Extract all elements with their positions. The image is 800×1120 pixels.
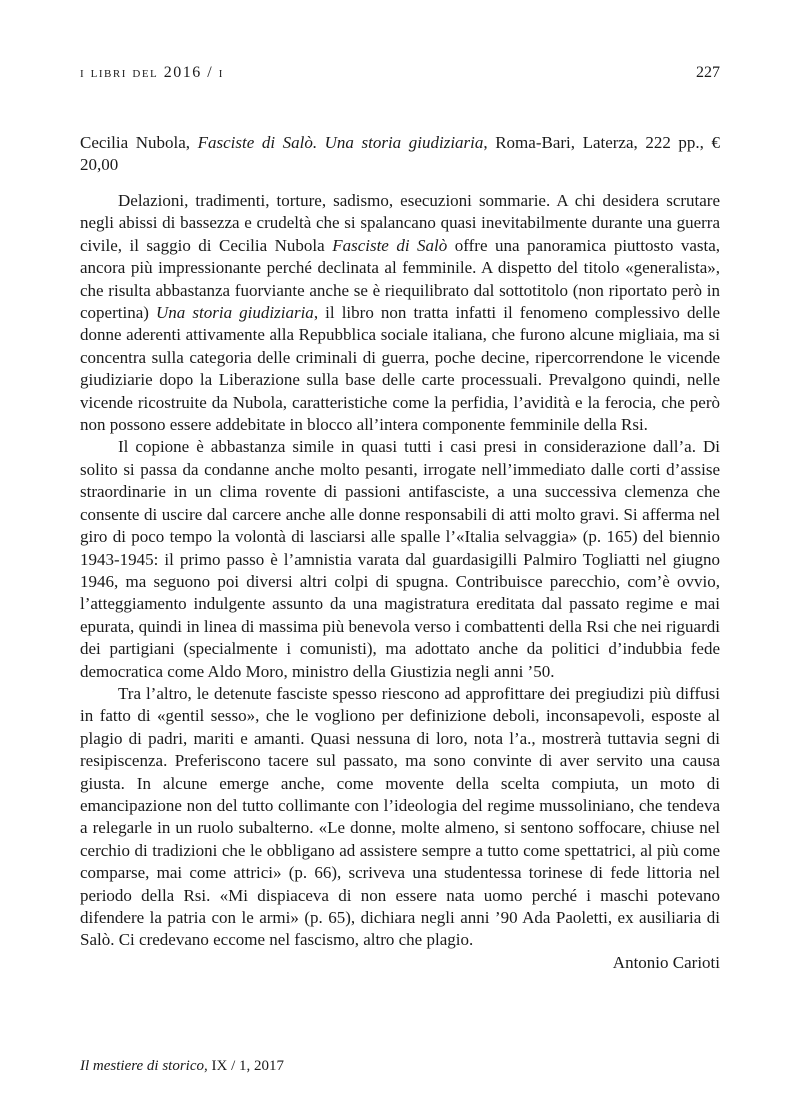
journal-issue: , IX / 1, 2017 xyxy=(204,1058,285,1074)
paragraph-1-italic-subtitle: Una storia giudiziaria xyxy=(156,303,314,323)
citation-publication: , Roma-Bari, Laterza, 222 pp., € 20,00 xyxy=(80,133,720,174)
paragraph-1-italic-title: Fasciste di Salò xyxy=(332,235,448,255)
journal-footer xyxy=(80,1058,284,1075)
review-signature: Antonio Carioti xyxy=(612,952,720,972)
paragraph-1 xyxy=(80,190,720,436)
paragraph-1-text-c: offre una panoramica piuttosto vasta, ancora più impressionante perché declinata al femminile. A dispetto del titolo «generalista», che risulta abbastanza fuorviante anche se è riequilibrato dal sottotitolo (non riportato però in copertina) xyxy=(80,235,720,323)
running-title: i libri del 2016 / i xyxy=(80,64,224,81)
citation-author: Cecilia Nubola, xyxy=(80,133,198,152)
paragraph-3: Tra l’altro, le detenute fasciste spesso riescono ad approfittare dei pregiudizi più diffusi in fatto di «gentil sesso», che le vogliono per definizione deboli, inconsapevoli, esposte al plagio di padri, mariti e amanti. Quasi nessuna di loro, nota l’a., mostrerà tuttavia segni di resipiscenza. Preferiscono tacere sul passato, ma sono convinte di aver servito una causa giusta. In alcune emerge anche, come movente della scelta compiuta, un moto di emancipazione non del tutto collimante con l’ideologia del regime mussoliniano, che tendeva a relegarle in un ruolo subalterno. «Le donne, molte almeno, si sentono soffocare, chiuse nel cerchio di tradizioni che le obbligano ad assistere sempre a tutto come spettatrici, al più come comparse, mai come attrici» (p. 66), scriveva una studentessa torinese di fede littoria nel periodo della Rsi. «Mi dispiaceva di non essere nata uomo perché i maschi potevano difendere la patria con le armi» (p. 65), dichiara negli anni ’90 Ada Paoletti, ex ausiliaria di Salò. Ci credevano eccome nel fascismo, altro che plagio. xyxy=(80,683,720,950)
citation-title: Fasciste di Salò. Una storia giudiziaria xyxy=(197,133,484,152)
paragraph-1-text-a: Delazioni, tradimenti, torture, sadismo, esecuzioni sommarie. A chi desidera scrutare negli abissi di bassezza e crudeltà che si spalancano quasi inevitabilmente durante una guerra civile, il saggio di Cecilia Nubola xyxy=(80,191,720,255)
paragraph-2: Il copione è abbastanza simile in quasi tutti i casi presi in considerazione dall’a. Di solito si passa da condanne anche molto pesanti, irrogate nell’immediato dalle corti d’assise straordinarie in un clima rovente di passioni antifasciste, a una successiva clemenza che consente di uscire dal carcere anche alle donne responsabili di atti molto gravi. Si afferma nel giro di poco tempo la volontà di lasciarsi alle spalle l’«Italia selvaggia» (p. 165) del biennio 1943-1945: il primo passo è l’amnistia varata dal guardasigilli Palmiro Togliatti nel giugno 1946, ma seguono poi diversi altri colpi di spugna. Contribuisce parecchio, com’è ovvio, l’atteggiamento indulgente assunto da una magistratura ereditata dal passato regime e mai epurata, quindi in linea di massima più benevola verso i combattenti della Rsi che nei riguardi dei partigiani (specialmente i comunisti), ma adottato anche da politici d’indubbia fede democratica come Aldo Moro, ministro della Giustizia negli anni ’50. xyxy=(80,437,720,681)
review-body xyxy=(80,190,720,974)
book-citation xyxy=(80,132,720,176)
page-number: 227 xyxy=(696,64,720,81)
running-head xyxy=(80,64,720,82)
journal-name: Il mestiere di storico xyxy=(80,1058,205,1074)
paragraph-1-text-e: , il libro non tratta infatti il fenomeno complessivo delle donne aderenti attivamente alla Repubblica sociale italiana, che furono alcune migliaia, ma si concentra sulla categoria delle criminali di guerra, poche decine, ripercorrendone le vicende giudiziarie dopo la Liberazione sulla base delle carte processuali. Prevalgono quindi, nelle vicende ricostruite da Nubola, caratteristiche come la perfidia, l’avidità e la ferocia, che però non possono essere addebitate in blocco all’intera componente femminile della Rsi. xyxy=(80,303,721,435)
